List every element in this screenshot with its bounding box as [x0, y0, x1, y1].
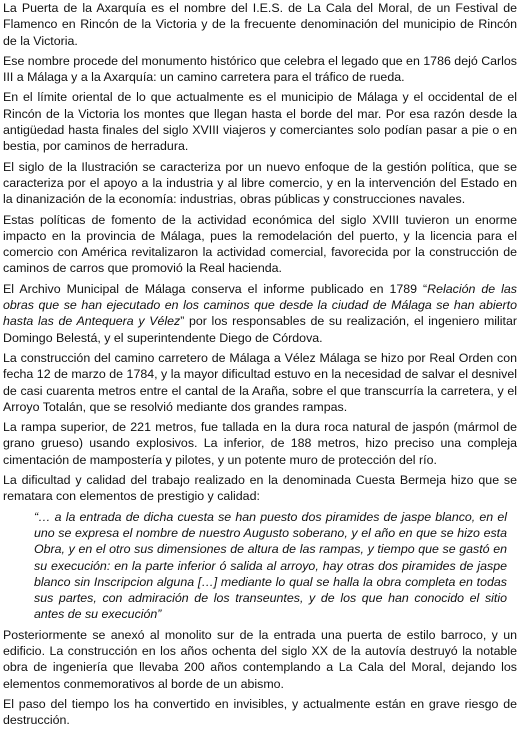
paragraph-construccion-camino: La construcción del camino carretero de Málaga a Vélez Málaga se hizo por Real Orden con fecha 12 de marzo de 1784, y la mayor dificultad estuvo en la necesidad de salvar el desnivel de casi cuarenta metros entre el cantal de la Araña, sobre el que transcurría la carretera, y el Arroyo Totalán, que se resolvió mediante dos grandes rampas. [3, 350, 517, 414]
block-quote-informe: “… a la entrada de dicha cuesta se han puesto dos piramides de jaspe blanco, en el uno se expresa el nombre de nuestro Augusto soberano, y el año en que se hizo esta Obra, y en el otro sus dimensiones de altura de las rampas, y tiempo que se gastó en su execución: en la parte inferior ó salida al arroyo, hay otras dos piramides de jaspe blanco sin Inscripcion alguna […] mediante lo qual se halla la obra completa en todas sus partes, con admiración de los transeuntes, y de los que han conocido el sitio antes de su execución” [34, 509, 507, 622]
paragraph-puerta-axarquia: La Puerta de la Axarquía es el nombre del I.E.S. de La Cala del Moral, de un Festival de Flamenco en Rincón de la Victoria y de la frecuente denominación del municipio de Rincón de la Victoria. [3, 1, 517, 48]
archivo-text-after: ” por los responsables de su realización, el ingeniero militar Domingo Belestá, y el superintendente Diego de Córdova. [3, 314, 517, 345]
paragraph-siglo-ilustracion: El siglo de la Ilustración se caracteriza por un nuevo enfoque de la gestión política, que se caracteriza por el apoyo a la industria y al libre comercio, y en la intervención del Estado en la dinanización de la economía: industrias, obras públicas y construcciones navales. [3, 159, 517, 207]
paragraph-rampas: La rampa superior, de 221 metros, fue tallada en la dura roca natural de jaspón (mármol de grano grueso) usando explosivos. La inferior, de 188 metros, hizo preciso una compleja cimentación de mampostería y pilotes, y un potente muro de protección del río. [3, 420, 517, 467]
paragraph-politicas-fomento: Estas políticas de fomento de la actividad económica del siglo XVIII tuvieron un enorme impacto en la provincia de Málaga, pues la remodelación del puerto, y la licencia para el comercio con América revitalizaron la actividad comercial, favorecida por la construcción de caminos de carros que promovió la Real hacienda. [3, 212, 517, 276]
paragraph-cuesta-bermeja: La dificultad y calidad del trabajo realizado en la denominada Cuesta Bermeja hizo que se rematara con elementos de prestigio y calidad: [3, 473, 517, 504]
document-body [3, 0, 517, 732]
informe-title: Relación de las obras que se han ejecutado en los caminos que desde la ciudad de Málaga se han abierto hasta las de Antequera y Vélez [3, 281, 517, 329]
archivo-text-before: El Archivo Municipal de Málaga conserva el informe publicado en 1789 “ [3, 281, 428, 296]
paragraph-origen-nombre: Ese nombre procede del monumento histórico que celebra el legado que en 1786 dejó Carlos III a Málaga y a la Axarquía: un camino carretera para el tráfico de rueda. [3, 53, 517, 85]
paragraph-paso-del-tiempo: El paso del tiempo los ha convertido en invisibles, y actualmente están en grave riesgo de destrucción. [3, 696, 517, 728]
paragraph-archivo-municipal [3, 281, 517, 346]
paragraph-limite-oriental: En el límite oriental de lo que actualmente es el municipio de Málaga y el occidental de el Rincón de la Victoria los montes que llegan hasta el borde del mar. Por esa razón desde la antigüedad hasta finales del siglo XVIII viajeros y comerciantes solo podían pasar a pie o en bestia, por caminos de herradura. [3, 90, 517, 154]
paragraph-posteriormente: Posteriormente se anexó al monolito sur de la entrada una puerta de estilo barroco, y un edificio. La construcción en los años ochenta del siglo XX de la autovía destruyó la notable obra de ingeniería que llevaba 200 años contemplando a La Cala del Moral, dejando los elementos conmemorativos al borde de un abismo. [3, 627, 517, 691]
